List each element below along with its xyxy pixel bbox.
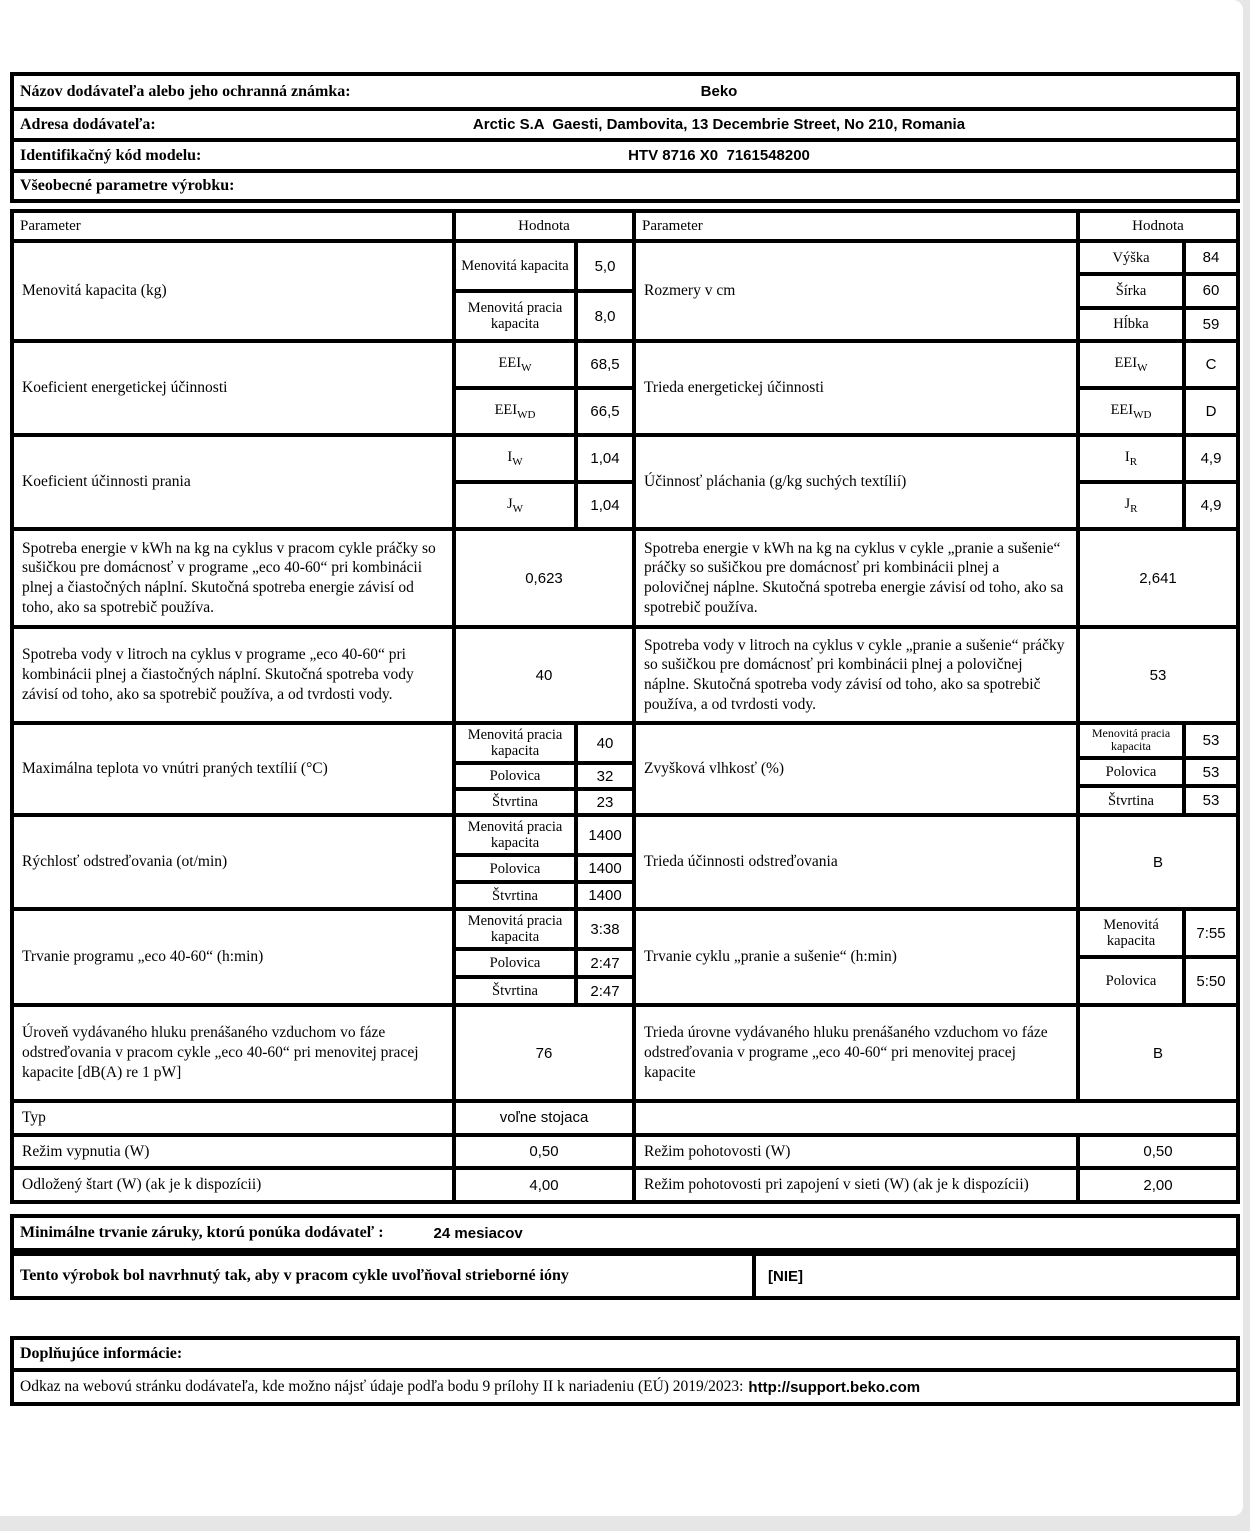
sub-base: I	[1124, 448, 1130, 465]
warranty-row	[14, 1218, 1236, 1248]
param-off-mode: Režim vypnutia (W)	[22, 1142, 150, 1160]
sub-name: Menovitá kapacita	[461, 257, 569, 274]
value-energy-wd: 2,641	[1076, 531, 1236, 625]
spinspeed-subtable	[452, 817, 632, 907]
param-water-eco: Spotreba vody v litroch na cyklus v programe „eco 40-60“ pri kombinácii plnej a čiastočných náplní. Skutočná spotreba vody závisí od toho, ako sa spotrebič používa, a od tvrdosti vody.	[22, 646, 414, 703]
sub-value: 8,0	[574, 293, 632, 339]
value-noise-class: B	[1076, 1007, 1236, 1099]
value-networked-standby: 2,00	[1076, 1170, 1236, 1200]
subrow	[456, 880, 632, 907]
capacity-subtable	[452, 243, 632, 339]
sub-name: Polovica	[1105, 764, 1157, 781]
param-dimensions: Rozmery v cm	[632, 243, 1076, 339]
sub-name: Polovica	[489, 768, 541, 785]
sub-name: Menovitá pracia kapacita	[467, 299, 563, 332]
sub-value: 84	[1182, 243, 1236, 272]
silver-ions-value: [NIE]	[752, 1256, 1236, 1296]
weblink-label: Odkaz na webovú stránku dodávateľa, kde možno nájsť údaje podľa bodu 9 prílohy II k nariadeniu (EÚ) 2019/2023:	[20, 1378, 744, 1396]
subrow	[1080, 386, 1236, 433]
row-noise	[14, 1003, 1236, 1099]
table-header-row	[14, 213, 1236, 239]
info-table	[10, 72, 1240, 203]
value-spin-class: B	[1076, 817, 1236, 907]
durationeco-subtable	[452, 911, 632, 1003]
subrow	[1080, 343, 1236, 386]
sub-name	[1080, 484, 1182, 527]
model-row	[14, 138, 1236, 169]
param-eei: Koeficient energetickej účinnosti	[22, 379, 228, 397]
weblink-row	[14, 1368, 1236, 1402]
sub-name: Polovica	[1105, 972, 1157, 989]
sub-name: Polovica	[489, 860, 541, 877]
sub-base: J	[1124, 495, 1131, 512]
sub-value: D	[1182, 390, 1236, 433]
row-capacity-dimensions	[14, 239, 1236, 339]
row-water-consumption	[14, 625, 1236, 721]
row-type	[14, 1099, 1236, 1133]
sub-name: Menovitá pracia kapacita	[467, 913, 563, 946]
sub-value: 1400	[574, 884, 632, 907]
subrow	[456, 947, 632, 975]
sub-name	[456, 390, 574, 433]
value-standby: 0,50	[1076, 1137, 1236, 1167]
sub-value: 5:50	[1182, 959, 1236, 1003]
sub-value: 3:38	[574, 911, 632, 947]
rinse-subtable	[1076, 437, 1236, 527]
sub-value: 1,04	[574, 437, 632, 480]
sub-value: 4,9	[1182, 437, 1236, 480]
value-noise: 76	[452, 1007, 632, 1099]
param-type: Typ	[22, 1109, 46, 1126]
sub-value: 2:47	[574, 951, 632, 975]
sub-value: 4,9	[1182, 484, 1236, 527]
param-standby: Režim pohotovosti (W)	[632, 1137, 1076, 1167]
sub-name: Šírka	[1115, 282, 1147, 299]
sub-name: Hĺbka	[1113, 316, 1149, 333]
value-water-eco: 40	[452, 629, 632, 721]
subrow	[1080, 437, 1236, 480]
row-temp-moisture	[14, 721, 1236, 813]
sub-name: Výška	[1112, 249, 1150, 266]
header-value-right: Hodnota	[1076, 213, 1236, 239]
sub-value: 7:55	[1182, 911, 1236, 955]
sub-name	[1080, 343, 1182, 386]
param-spin-class: Trieda účinnosti odstreďovania	[632, 817, 1076, 907]
row-eei-energyclass	[14, 339, 1236, 433]
subrow	[1080, 955, 1236, 1003]
header-value-left: Hodnota	[452, 213, 632, 239]
sub-base: I	[507, 448, 513, 465]
value-energy-eco: 0,623	[452, 531, 632, 625]
subrow	[1080, 480, 1236, 527]
maxtemp-subtable	[452, 725, 632, 813]
row-washeff-rinse	[14, 433, 1236, 527]
subrow	[1080, 911, 1236, 955]
sub-value: 53	[1182, 725, 1236, 756]
sub-name	[1080, 437, 1182, 480]
sub-name: Menovitá pracia kapacita	[1091, 726, 1171, 754]
sub-subscript: W	[512, 502, 524, 515]
subrow	[1080, 243, 1236, 272]
warranty-table	[10, 1214, 1240, 1252]
sub-value: 53	[1182, 760, 1236, 785]
row-energy-consumption	[14, 527, 1236, 625]
param-energy-eco: Spotreba energie v kWh na kg na cyklus v pracom cykle práčky so sušičkou pre domácnosť v programe „eco 40-60“ pri kombinácii plnej a čiastočných náplní. Skutočná spotreba energie závisí od toho, ako sa spotrebič používa.	[22, 539, 436, 616]
subrow	[456, 289, 632, 339]
weblink-url: http://support.beko.com	[748, 1378, 921, 1396]
subrow	[1080, 725, 1236, 756]
sub-name	[456, 343, 574, 386]
subrow	[1080, 756, 1236, 785]
parameters-table	[10, 209, 1240, 1204]
additional-info-table	[10, 1336, 1240, 1406]
row-spin	[14, 813, 1236, 907]
sub-value: 68,5	[574, 343, 632, 386]
washeff-subtable	[452, 437, 632, 527]
subrow	[456, 386, 632, 433]
dimensions-subtable	[1076, 243, 1236, 339]
sub-name	[1080, 390, 1182, 433]
supplier-label: Názov dodávateľa alebo jeho ochranná známka:	[20, 82, 351, 100]
value-off-mode: 0,50	[452, 1137, 632, 1167]
param-duration-eco: Trvanie programu „eco 40-60“ (h:min)	[22, 948, 264, 966]
subrow	[456, 343, 632, 386]
row-durations	[14, 907, 1236, 1003]
sub-subscript: R	[1130, 502, 1138, 515]
section-title-row	[14, 169, 1236, 199]
sub-value: 66,5	[574, 390, 632, 433]
sub-subscript: W	[521, 361, 532, 374]
subrow	[456, 437, 632, 480]
sub-value: 2:47	[574, 979, 632, 1003]
param-capacity: Menovitá kapacita (kg)	[22, 282, 167, 300]
address-label: Adresa dodávateľa:	[20, 115, 156, 133]
subrow	[456, 911, 632, 947]
subrow	[1080, 272, 1236, 305]
row-offmode-standby	[14, 1133, 1236, 1167]
param-max-temp: Maximálna teplota vo vnútri praných textílií (°C)	[22, 760, 328, 778]
product-fiche	[10, 72, 1240, 1406]
sub-value: 32	[574, 765, 632, 787]
warranty-value: 24 mesiacov	[433, 1224, 523, 1242]
sub-base: EEI	[494, 401, 518, 418]
sub-value: 1400	[574, 857, 632, 880]
warranty-label: Minimálne trvanie záruky, ktorú ponúka dodávateľ :	[20, 1224, 384, 1242]
subrow	[1080, 306, 1236, 339]
sub-name	[456, 437, 574, 480]
sub-name: Štvrtina	[492, 983, 538, 999]
param-energy-class: Trieda energetickej účinnosti	[632, 343, 1076, 433]
sub-value: 59	[1182, 310, 1236, 339]
address-row	[14, 107, 1236, 138]
sub-value: C	[1182, 343, 1236, 386]
sub-base: EEI	[1110, 401, 1134, 418]
subrow	[456, 480, 632, 527]
sub-value: 60	[1182, 276, 1236, 305]
subrow	[456, 853, 632, 880]
sub-name: Menovitá pracia kapacita	[467, 727, 563, 760]
subrow	[1080, 784, 1236, 813]
section-title: Všeobecné parametre výrobku:	[20, 177, 235, 194]
model-label: Identifikačný kód modelu:	[20, 146, 202, 164]
sub-base: J	[506, 495, 513, 512]
durationwd-subtable	[1076, 911, 1236, 1003]
row-delayed-networked	[14, 1166, 1236, 1200]
sub-value: 40	[574, 725, 632, 761]
param-noise: Úroveň vydávaného hluku prenášaného vzduchom vo fáze odstreďovania v pracom cykle „eco 40-60“ pri menovitej pracej kapacite [dB(A) re 1 pW]	[22, 1024, 419, 1081]
sub-subscript: W	[512, 455, 523, 468]
sub-subscript: WD	[517, 408, 536, 421]
header-parameter-left: Parameter	[20, 217, 81, 234]
subrow	[456, 243, 632, 289]
address-value: Arctic S.A Gaesti, Dambovita, 13 Decembrie Street, No 210, Romania	[472, 116, 966, 133]
energyclass-subtable	[1076, 343, 1236, 433]
value-type: voľne stojaca	[452, 1103, 632, 1133]
sub-subscript: WD	[1133, 408, 1152, 421]
subrow	[456, 817, 632, 853]
sub-name: Polovica	[489, 955, 541, 972]
sub-value: 1400	[574, 817, 632, 853]
param-rinse-eff: Účinnosť pláchania (g/kg suchých textílií)	[632, 437, 1076, 527]
sub-name: Štvrtina	[492, 794, 538, 810]
header-parameter-right: Parameter	[632, 213, 1076, 239]
param-duration-wd: Trvanie cyklu „pranie a sušenie“ (h:min)	[632, 911, 1076, 1003]
silver-ions-label: Tento výrobok bol navrhnutý tak, aby v pracom cykle uvoľňoval strieborné ióny	[20, 1267, 569, 1285]
subrow	[456, 761, 632, 787]
param-residual-moisture: Zvyšková vlhkosť (%)	[632, 725, 1076, 813]
eei-subtable	[452, 343, 632, 433]
param-spin-speed: Rýchlosť odstreďovania (ot/min)	[22, 853, 228, 871]
moisture-subtable	[1076, 725, 1236, 813]
param-energy-wd: Spotreba energie v kWh na kg na cyklus v cykle „pranie a sušenie“ práčky so sušičkou pre domácnosť pri kombinácii plnej a polovičnej náplne. Skutočná spotreba energie závisí od toho, ako sa spotrebič používa.	[632, 531, 1076, 625]
sub-name: Menovitá pracia kapacita	[467, 819, 563, 852]
silver-ions-row	[14, 1256, 1236, 1296]
param-wash-eff: Koeficient účinnosti prania	[22, 473, 191, 491]
param-water-wd: Spotreba vody v litroch na cyklus v cykle „pranie a sušenie“ práčky so sušičkou pre domácnosť pri kombinácii plnej a polovičnej náplne. Skutočná spotreba vody závisí od toho, ako sa spotrebič používa, a od tvrdosti vody.	[632, 629, 1076, 721]
sub-name: Štvrtina	[1108, 792, 1154, 809]
sub-subscript: W	[1137, 361, 1148, 374]
supplier-row	[14, 76, 1236, 107]
empty-cell	[632, 1103, 1236, 1133]
subrow	[456, 975, 632, 1003]
sub-value: 5,0	[574, 243, 632, 289]
sub-value: 1,04	[574, 484, 632, 527]
sub-name	[456, 484, 574, 527]
value-water-wd: 53	[1076, 629, 1236, 721]
subrow	[456, 725, 632, 761]
supplier-value: Beko	[700, 83, 738, 100]
param-delayed-start: Odložený štart (W) (ak je k dispozícii)	[22, 1176, 262, 1194]
sub-subscript: R	[1129, 455, 1138, 468]
value-delayed-start: 4,00	[452, 1170, 632, 1200]
additional-info-label: Doplňujúce informácie:	[20, 1345, 183, 1363]
param-networked-standby: Režim pohotovosti pri zapojení v sieti (W) (ak je k dispozícii)	[632, 1170, 1076, 1200]
sub-value: 23	[574, 791, 632, 813]
sub-base: EEI	[498, 354, 522, 371]
sub-base: EEI	[1114, 354, 1138, 371]
silver-ions-table	[10, 1252, 1240, 1300]
subrow	[456, 787, 632, 813]
sub-name: Menovitá kapacita	[1103, 916, 1159, 949]
sub-value: 53	[1182, 788, 1236, 813]
sub-name: Štvrtina	[492, 887, 538, 904]
model-value: HTV 8716 X0 7161548200	[628, 147, 810, 164]
param-noise-class: Trieda úrovne vydávaného hluku prenášaného vzduchom vo fáze odstreďovania v programe „eco 40-60“ pri menovitej pracej kapacite	[632, 1007, 1076, 1099]
